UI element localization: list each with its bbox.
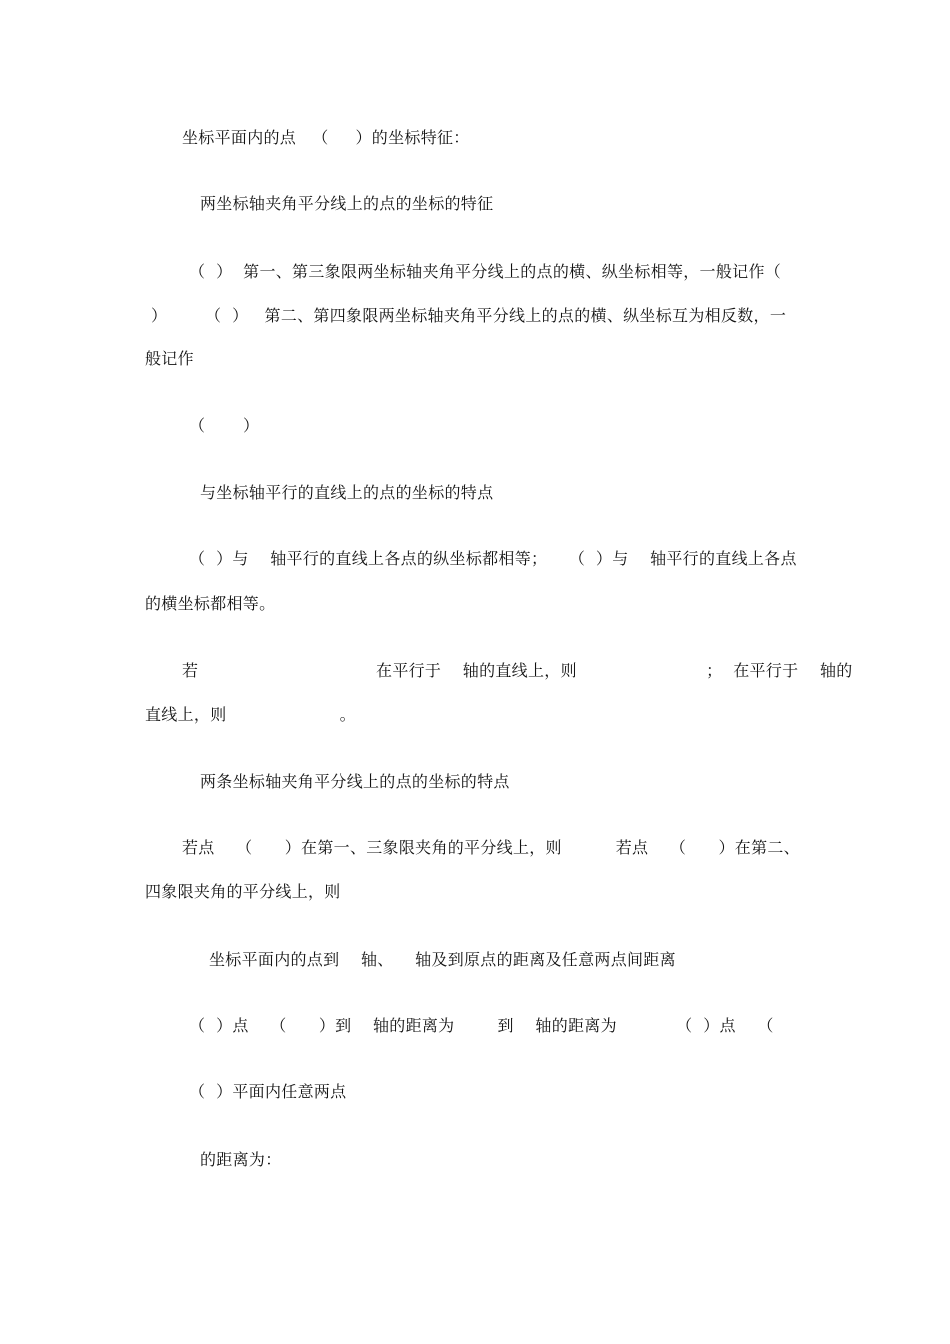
text-line: （ ）与 轴平行的直线上各点的纵坐标都相等； （ ）与 轴平行的直线上各点 (189, 549, 797, 568)
text-line: 直线上，则 。 (145, 705, 356, 724)
text-line: （ ） 第一、第三象限两坐标轴夹角平分线上的点的横、纵坐标相等，一般记作（ (189, 262, 782, 281)
section-heading: 两坐标轴夹角平分线上的点的坐标的特征 (200, 194, 494, 213)
section-heading: 两条坐标轴夹角平分线上的点的坐标的特点 (200, 772, 510, 791)
text-line: ） （ ） 第二、第四象限两坐标轴夹角平分线上的点的横、纵坐标互为相反数，一 (151, 306, 787, 325)
text-line: 若 在平行于 轴的直线上，则 ； 在平行于 轴的 (182, 661, 853, 680)
text-line: （ ）平面内任意两点 (189, 1082, 347, 1101)
text-line: 若点 （ ）在第一、三象限夹角的平分线上，则 若点 （ ）在第二、 (182, 838, 800, 857)
text-line: （ ）点 （ ）到 轴的距离为 到 轴的距离为 （ ）点 （ (189, 1016, 774, 1035)
text-line: 四象限夹角的平分线上，则 (145, 882, 341, 901)
text-line: 坐标平面内的点 （ ）的坐标特征： (182, 128, 470, 147)
text-line: 般记作 (145, 349, 194, 368)
text-line: 的距离为： (200, 1150, 282, 1169)
section-heading: 与坐标轴平行的直线上的点的坐标的特点 (200, 483, 494, 502)
section-heading: 坐标平面内的点到 轴、 轴及到原点的距离及任意两点间距离 (209, 950, 676, 969)
text-line: 的横坐标都相等。 (145, 594, 276, 613)
text-line: （ ） (189, 416, 260, 435)
